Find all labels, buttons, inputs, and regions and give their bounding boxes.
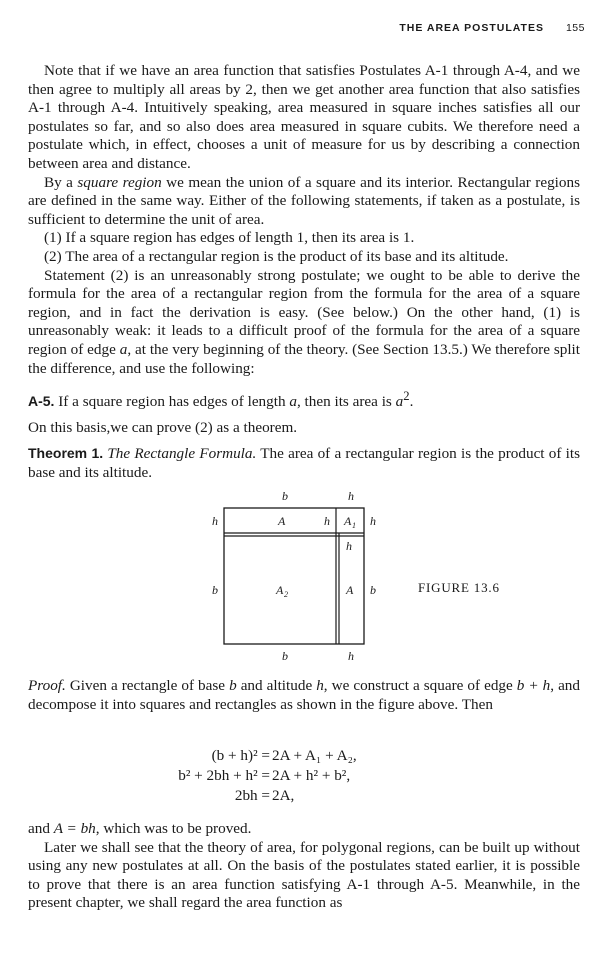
proof <box>28 677 580 714</box>
label-left-h: h <box>212 514 218 528</box>
paragraph-unit-of-area: Note that if we have an area function that satisfies Postulates A-1 through A-4, and we then agree to multiply all areas by 2, then we get another area function that also satisfies A-1 through A-4. Intuitively speaking, area measured in square inches satisfies all our postulates so far, and so also does area measured in square cubits. We therefore need a postulate which, in effect, chooses a unit of measure for us by describing a connection between area and distance. <box>28 62 580 172</box>
text-fragment: , we construct a square of edge <box>323 677 517 694</box>
body-text <box>0 62 600 378</box>
theorem-1 <box>28 444 580 482</box>
region-A1-subscript: 1 <box>352 521 356 530</box>
text-fragment: , then its area is <box>296 393 396 411</box>
variable: a <box>119 340 128 358</box>
variable: h <box>316 677 324 694</box>
text-fragment: If a square region has edges of length <box>54 393 290 411</box>
running-title: THE AREA POSTULATES <box>399 22 544 34</box>
equation-rhs: 2A + h² + b², <box>272 767 351 784</box>
region-A2-subscript: 2 <box>284 590 288 599</box>
variable: b <box>229 677 237 694</box>
proof-label: Proof. <box>28 677 66 694</box>
label-bottom-h: h <box>348 649 354 663</box>
theorem-text: The area of a rectangular region is the product of its base and its altitude. <box>28 445 580 481</box>
text-fragment: , at the very beginning of the theory. (See Section 13.5.) We therefore split the difference, and use the following: <box>28 340 580 377</box>
paragraph-later: Later we shall see that the theory of area, for polygonal regions, can be built up without using any new postulates at all. On the basis of the postulates stated earlier, it is possible to prove that there is an area function satisfying A-1 through A-5. Meanwhile, in the present chapter, we shall regard the area function as <box>28 838 580 912</box>
decomposed-square-diagram <box>196 486 526 666</box>
label-top-h: h <box>348 489 354 503</box>
figure-caption: FIGURE 13.6 <box>418 580 500 595</box>
equation-block <box>0 746 600 806</box>
outer-square <box>224 508 364 644</box>
paragraph-square-region <box>28 174 580 230</box>
postulate-label: A-5. <box>28 393 55 410</box>
label-left-b: b <box>212 583 218 597</box>
equation-lhs: (b + h)² = <box>211 747 270 764</box>
variable: a <box>395 393 404 411</box>
text-fragment: . <box>409 393 414 411</box>
equation-row <box>0 786 600 806</box>
label-right-b: b <box>370 583 376 597</box>
text-fragment: By a <box>44 173 78 191</box>
running-header <box>0 22 585 34</box>
variable: a <box>289 393 297 411</box>
label-right-h: h <box>370 514 376 528</box>
expression: b + h <box>516 677 551 694</box>
inner-label-h: h <box>324 514 330 528</box>
text-fragment: and altitude <box>236 677 317 694</box>
theorem-name: The Rectangle Formula. <box>107 445 257 462</box>
text-fragment: , which was to be proved. <box>95 820 252 837</box>
region-A1: A <box>344 514 352 528</box>
text-fragment: , and decompose it into squares and rectangles as shown in the figure above. Then <box>28 677 580 713</box>
equation-row <box>0 766 600 786</box>
statement-2: (2) The area of a rectangular region is the product of its base and its altitude. <box>44 247 509 265</box>
page-number: 155 <box>565 22 585 34</box>
equation-rhs: 2A, <box>272 787 295 804</box>
equation-rhs: 2A + A₁ + A₂, <box>272 747 357 764</box>
region-A2: A <box>276 583 284 597</box>
postulate-a5 <box>28 387 580 412</box>
equation-lhs: b² + 2bh + h² = <box>178 767 270 784</box>
equation-inline: A = bh <box>53 820 96 837</box>
text-fragment: Given a rectangle of base <box>65 677 230 694</box>
conclusion-line <box>28 820 580 839</box>
basis-line: On this basis,we can prove (2) as a theorem. <box>28 419 298 436</box>
statement-1: (1) If a square region has edges of length 1, then its area is 1. <box>44 229 415 247</box>
theorem-label: Theorem 1. <box>28 445 104 461</box>
region-A-top: A <box>278 514 286 528</box>
figure-13-6 <box>196 486 526 666</box>
equation-lhs: 2bh = <box>234 787 270 804</box>
label-top-b: b <box>282 489 288 503</box>
text-fragment: and <box>28 820 54 837</box>
exponent: 2 <box>403 389 410 403</box>
paragraph-discussion <box>28 267 580 379</box>
term-square-region: square region <box>77 173 162 191</box>
label-bottom-b: b <box>282 649 288 663</box>
closing-text <box>28 820 580 913</box>
text-fragment: Statement (2) is an unreasonably strong postulate; we ought to be able to derive the formula for the area of a rectangular region from the formula for the area of a square region, and in fact the derivation is easy. (See below.) On the other hand, (1) is unreasonably weak: it leads to a difficult proof of the formula for the area of a square region of edge <box>28 266 580 358</box>
inner-label-h-right: h <box>346 539 352 553</box>
equation-row <box>0 746 600 766</box>
region-A-right: A <box>346 583 354 597</box>
text-fragment: we mean the union of a square and its interior. Rectangular regions are defined in the same way. Either of the following statements, if taken as a postulate, is sufficient to determine the unit of area. <box>28 173 581 228</box>
